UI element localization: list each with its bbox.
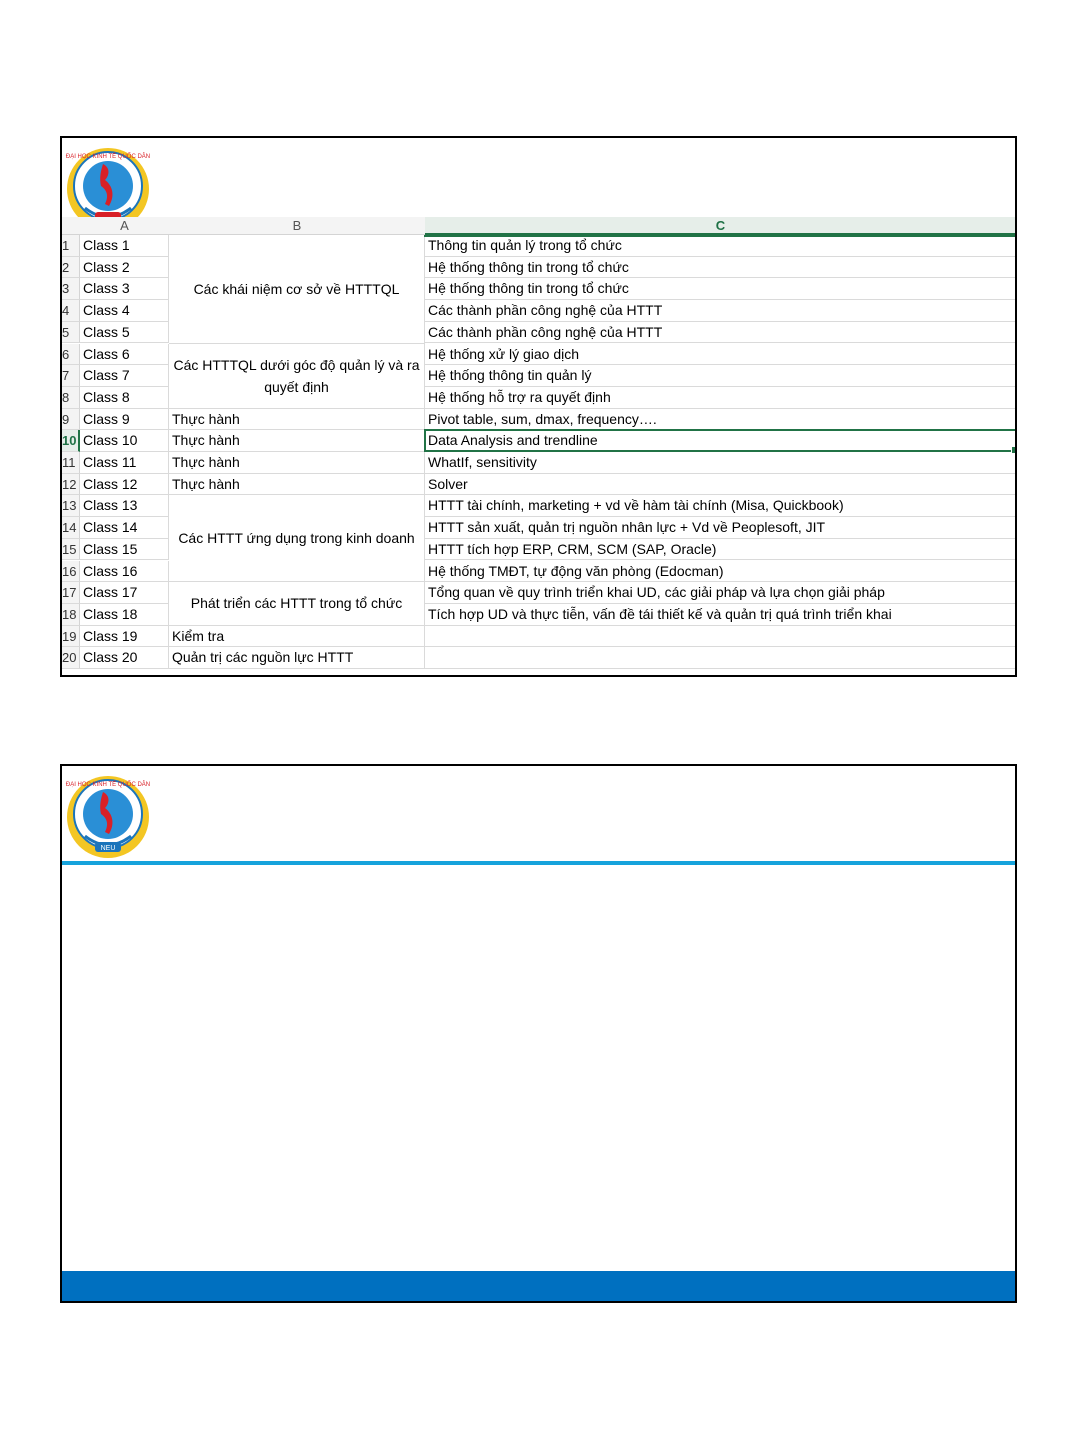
row-number[interactable]: 6 — [62, 344, 80, 366]
cell-b[interactable]: Thực hành — [169, 409, 425, 431]
cell-a[interactable]: Class 4 — [80, 300, 169, 322]
cell-b[interactable]: Quản trị các nguồn lực HTTT — [169, 647, 425, 669]
slide-1 — [60, 136, 1017, 677]
table-row — [62, 409, 1017, 431]
cell-a[interactable]: Class 2 — [80, 257, 169, 279]
cell-c[interactable]: HTTT tích hợp ERP, CRM, SCM (SAP, Oracle) — [425, 539, 1016, 561]
row-number[interactable]: 13 — [62, 495, 80, 517]
cell-b[interactable]: Thực hành — [169, 452, 425, 474]
cell-c[interactable] — [425, 647, 1016, 669]
svg-text:ĐẠI HỌC KINH TẾ QUỐC DÂN: ĐẠI HỌC KINH TẾ QUỐC DÂN — [65, 154, 151, 160]
cell-a[interactable]: Class 14 — [80, 517, 169, 539]
cell-c[interactable]: HTTT tài chính, marketing + vd về hàm tài chính (Misa, Quickbook) — [425, 495, 1016, 517]
row-number[interactable]: 20 — [62, 647, 80, 669]
svg-text:NEU: NEU — [100, 845, 116, 852]
row-number[interactable]: 14 — [62, 517, 80, 539]
column-header-b[interactable]: B — [169, 217, 425, 235]
merged-cell-b[interactable]: Các khái niệm cơ sở về HTTTQL — [169, 235, 425, 344]
table-row — [62, 626, 1017, 648]
row-number[interactable]: 5 — [62, 322, 80, 344]
cell-a[interactable]: Class 7 — [80, 365, 169, 387]
cell-c[interactable]: Tổng quan về quy trình triển khai UD, các giải pháp và lựa chọn giải pháp — [425, 582, 1016, 604]
cell-a[interactable]: Class 1 — [80, 235, 169, 257]
cell-c[interactable] — [425, 626, 1016, 648]
cell-a[interactable]: Class 20 — [80, 647, 169, 669]
cell-c[interactable]: WhatIf, sensitivity — [425, 452, 1016, 474]
cell-a[interactable]: Class 6 — [80, 344, 169, 366]
cell-c[interactable]: Tích hợp UD và thực tiễn, vấn đề tái thiết kế và quản trị quá trình triển khai — [425, 604, 1016, 626]
cell-c[interactable]: Các thành phần công nghệ của HTTT — [425, 300, 1016, 322]
cell-a[interactable]: Class 19 — [80, 626, 169, 648]
column-header-a[interactable]: A — [80, 217, 169, 235]
row-number[interactable]: 16 — [62, 561, 80, 583]
cell-c[interactable]: HTTT sản xuất, quản trị nguồn nhân lực + Vd về Peoplesoft, JIT — [425, 517, 1016, 539]
row-number[interactable]: 18 — [62, 604, 80, 626]
cell-a[interactable]: Class 18 — [80, 604, 169, 626]
cell-c[interactable]: Hệ thống thông tin trong tổ chức — [425, 278, 1016, 300]
table-row — [62, 452, 1017, 474]
cell-c[interactable]: Solver — [425, 474, 1016, 496]
cell-a[interactable]: Class 12 — [80, 474, 169, 496]
row-number[interactable]: 2 — [62, 257, 80, 279]
row-number[interactable]: 9 — [62, 409, 80, 431]
active-cell-selection[interactable] — [424, 429, 1017, 452]
corner-cell[interactable] — [62, 217, 80, 235]
cell-b[interactable]: Kiểm tra — [169, 626, 425, 648]
row-number[interactable]: 11 — [62, 452, 80, 474]
cell-a[interactable]: Class 16 — [80, 561, 169, 583]
svg-text:ĐẠI HỌC KINH TẾ QUỐC DÂN: ĐẠI HỌC KINH TẾ QUỐC DÂN — [65, 782, 151, 788]
merged-cell-b[interactable]: Các HTTT ứng dụng trong kinh doanh — [169, 495, 425, 582]
cell-b[interactable]: Thực hành — [169, 430, 425, 452]
cell-c[interactable]: Hệ thống xử lý giao dịch — [425, 344, 1016, 366]
cell-a[interactable]: Class 3 — [80, 278, 169, 300]
cell-c[interactable]: Hệ thống thông tin quản lý — [425, 365, 1016, 387]
cell-a[interactable]: Class 9 — [80, 409, 169, 431]
cell-a[interactable]: Class 15 — [80, 539, 169, 561]
merged-cell-b[interactable]: Phát triển các HTTT trong tổ chức — [169, 582, 425, 625]
row-number[interactable]: 19 — [62, 626, 80, 648]
row-number[interactable]: 3 — [62, 278, 80, 300]
row-number[interactable]: 12 — [62, 474, 80, 496]
cell-c[interactable]: Hệ thống hỗ trợ ra quyết định — [425, 387, 1016, 409]
row-number[interactable]: 17 — [62, 582, 80, 604]
cell-a[interactable]: Class 13 — [80, 495, 169, 517]
cell-c[interactable]: Pivot table, sum, dmax, frequency…. — [425, 409, 1016, 431]
row-number[interactable]: 10 — [62, 430, 80, 452]
selected-column-indicator — [424, 235, 1016, 237]
cell-a[interactable]: Class 5 — [80, 322, 169, 344]
row-number[interactable]: 8 — [62, 387, 80, 409]
row-number[interactable]: 4 — [62, 300, 80, 322]
row-number[interactable]: 7 — [62, 365, 80, 387]
cell-a[interactable]: Class 8 — [80, 387, 169, 409]
merged-cell-b[interactable]: Các HTTTQL dưới góc độ quản lý và ra quyết định — [169, 344, 425, 409]
cell-b[interactable]: Thực hành — [169, 474, 425, 496]
row-number[interactable]: 15 — [62, 539, 80, 561]
cell-c[interactable]: Hệ thống thông tin trong tổ chức — [425, 257, 1016, 279]
cell-c[interactable]: Các thành phần công nghệ của HTTT — [425, 322, 1016, 344]
cell-c[interactable]: Thông tin quản lý trong tổ chức — [425, 235, 1016, 257]
cell-c[interactable]: Data Analysis and trendline — [425, 430, 1016, 452]
slide-2 — [60, 764, 1017, 1303]
cell-a[interactable]: Class 17 — [80, 582, 169, 604]
cell-c[interactable]: Hệ thống TMĐT, tự động văn phòng (Edocman) — [425, 561, 1016, 583]
column-header-c[interactable]: C — [425, 217, 1016, 235]
university-logo — [65, 774, 151, 860]
cell-a[interactable]: Class 10 — [80, 430, 169, 452]
footer-bar — [62, 1271, 1015, 1301]
cell-a[interactable]: Class 11 — [80, 452, 169, 474]
fill-handle[interactable] — [1011, 446, 1017, 454]
table-row — [62, 647, 1017, 669]
header-divider — [62, 861, 1015, 865]
row-number[interactable]: 1 — [62, 235, 80, 257]
table-row — [62, 474, 1017, 496]
